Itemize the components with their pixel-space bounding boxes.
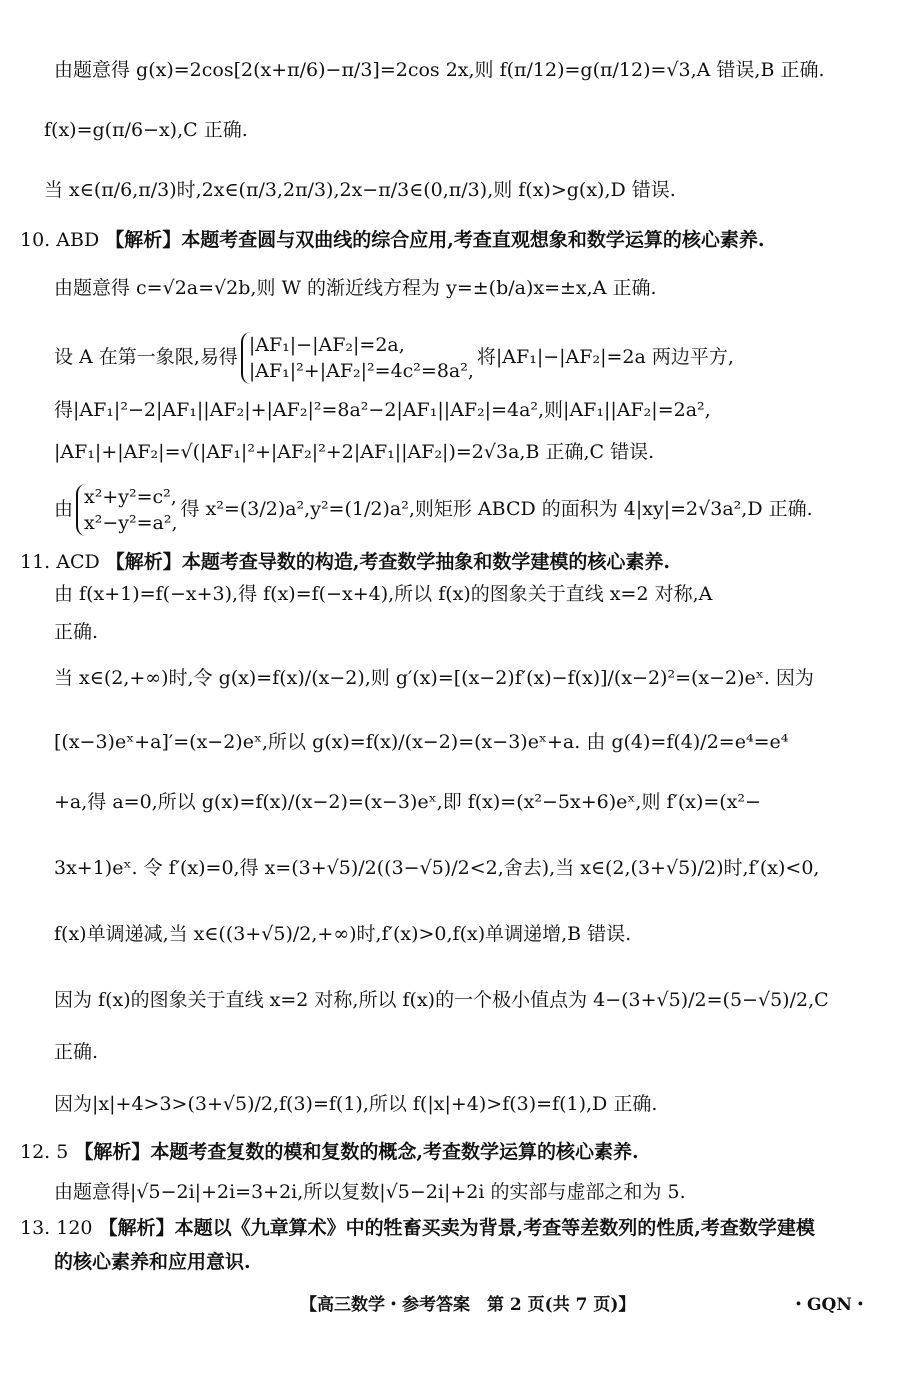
q11-line-6: 3x+1)eˣ. 令 f′(x)=0,得 x=(3+√5)/2((3−√5)/2<2,舍去),当 x∈(2,(3+√5)/2)时,f′(x)<0, [54,857,820,879]
q12-answer: 12. 5 [20,1141,69,1163]
q11-tag: 【解析】 [105,551,182,573]
q10-line-4: |AF₁|+|AF₂|=√(|AF₁|²+|AF₂|²+2|AF₁||AF₂|)=2√3a,B 正确,C 错误. [54,441,655,463]
q13-heading [20,1216,815,1240]
q11-line-7: f(x)单调递减,当 x∈((3+√5)/2,+∞)时,f′(x)>0,f(x)单调递增,B 错误. [54,923,632,945]
q12-line-1: 由题意得|√5−2i|+2i=3+2i,所以复数|√5−2i|+2i 的实部与虚部之和为 5. [54,1181,686,1203]
footer-code: ・GQN・ [790,1295,869,1315]
q10-summary: 本题考查圆与双曲线的综合应用,考查直观想象和数学运算的核心素养. [181,229,765,251]
q10-line-5 [54,484,813,536]
q11-line-8: 因为 f(x)的图象关于直线 x=2 对称,所以 f(x)的一个极小值点为 4−(3+√5)/2=(5−√5)/2,C [54,989,829,1011]
q9-line-1: 由题意得 g(x)=2cos[2(x+π/6)−π/3]=2cos 2x,则 f(π/12)=g(π/12)=√3,A 错误,B 正确. [54,59,825,81]
footer-page-info: 【高三数学・参考答案 第 2 页(共 7 页)】 [300,1295,636,1315]
q11-summary: 本题考查导数的构造,考查数学抽象和数学建模的核心素养. [181,551,671,573]
q11-heading [20,550,670,574]
q10-sys2-eq1: x²+y²=c², [84,486,177,508]
q9-line-2: f(x)=g(π/6−x),C 正确. [44,119,248,141]
q13-summary: 本题以《九章算术》中的牲畜买卖为背景,考查等差数列的性质,考查数学建模 [174,1217,815,1239]
q10-answer: 10. ABD [20,229,100,251]
q10-equation-system-2 [76,484,178,536]
q10-line-1: 由题意得 c=√2a=√2b,则 W 的渐近线方程为 y=±(b/a)x=±x,A 正确. [54,277,657,299]
q11-line-10: 因为|x|+4>3>(3+√5)/2,f(3)=f(1),所以 f(|x|+4)>f(3)=f(1),D 正确. [54,1093,658,1115]
q10-tag: 【解析】 [105,229,182,251]
q12-heading [20,1140,639,1164]
q11-line-5: +a,得 a=0,所以 g(x)=f(x)/(x−2)=(x−3)eˣ,即 f(x)=(x²−5x+6)eˣ,则 f′(x)=(x²− [54,791,761,813]
q11-line-4: [(x−3)eˣ+a]′=(x−2)eˣ,所以 g(x)=f(x)/(x−2)=(x−3)eˣ+a. 由 g(4)=f(4)/2=e⁴=e⁴ [54,731,789,753]
q12-summary: 本题考查复数的模和复数的概念,考查数学运算的核心素养. [150,1141,639,1163]
q10-line-2-prefix: 设 A 在第一象限,易得 [54,346,238,368]
q11-answer: 11. ACD [20,551,100,573]
q10-sys2-eq2: x²−y²=a², [84,512,178,534]
q11-line-9: 正确. [54,1041,99,1063]
q12-tag: 【解析】 [74,1141,151,1163]
q10-line-3: 得|AF₁|²−2|AF₁||AF₂|+|AF₂|²=8a²−2|AF₁||AF₂|=4a²,则|AF₁||AF₂|=2a², [54,399,711,421]
q10-line-2-suffix: 将|AF₁|−|AF₂|=2a 两边平方, [476,346,734,368]
q10-sys-eq2: |AF₁|²+|AF₂|²=4c²=8a², [248,360,474,382]
q10-line-2 [54,332,734,384]
q11-line-1: 由 f(x+1)=f(−x+3),得 f(x)=f(−x+4),所以 f(x)的图象关于直线 x=2 对称,A [54,583,713,605]
q13-answer: 13. 120 [20,1217,93,1239]
q11-line-2: 正确. [54,621,99,643]
q9-line-3: 当 x∈(π/6,π/3)时,2x∈(π/3,2π/3),2x−π/3∈(0,π/3),则 f(x)>g(x),D 错误. [44,179,676,201]
q10-heading [20,228,764,252]
q13-summary-cont: 的核心素养和应用意识. [54,1251,251,1273]
q10-sys-eq1: |AF₁|−|AF₂|=2a, [248,334,405,356]
q10-line-5-prefix: 由 [54,498,74,520]
q13-tag: 【解析】 [98,1217,175,1239]
q10-equation-system [241,332,474,384]
q11-line-3: 当 x∈(2,+∞)时,令 g(x)=f(x)/(x−2),则 g′(x)=[(x−2)f′(x)−f(x)]/(x−2)²=(x−2)eˣ. 因为 [54,667,814,689]
q10-line-5-suffix: 得 x²=(3/2)a²,y²=(1/2)a²,则矩形 ABCD 的面积为 4|xy|=2√3a²,D 正确. [180,498,813,520]
